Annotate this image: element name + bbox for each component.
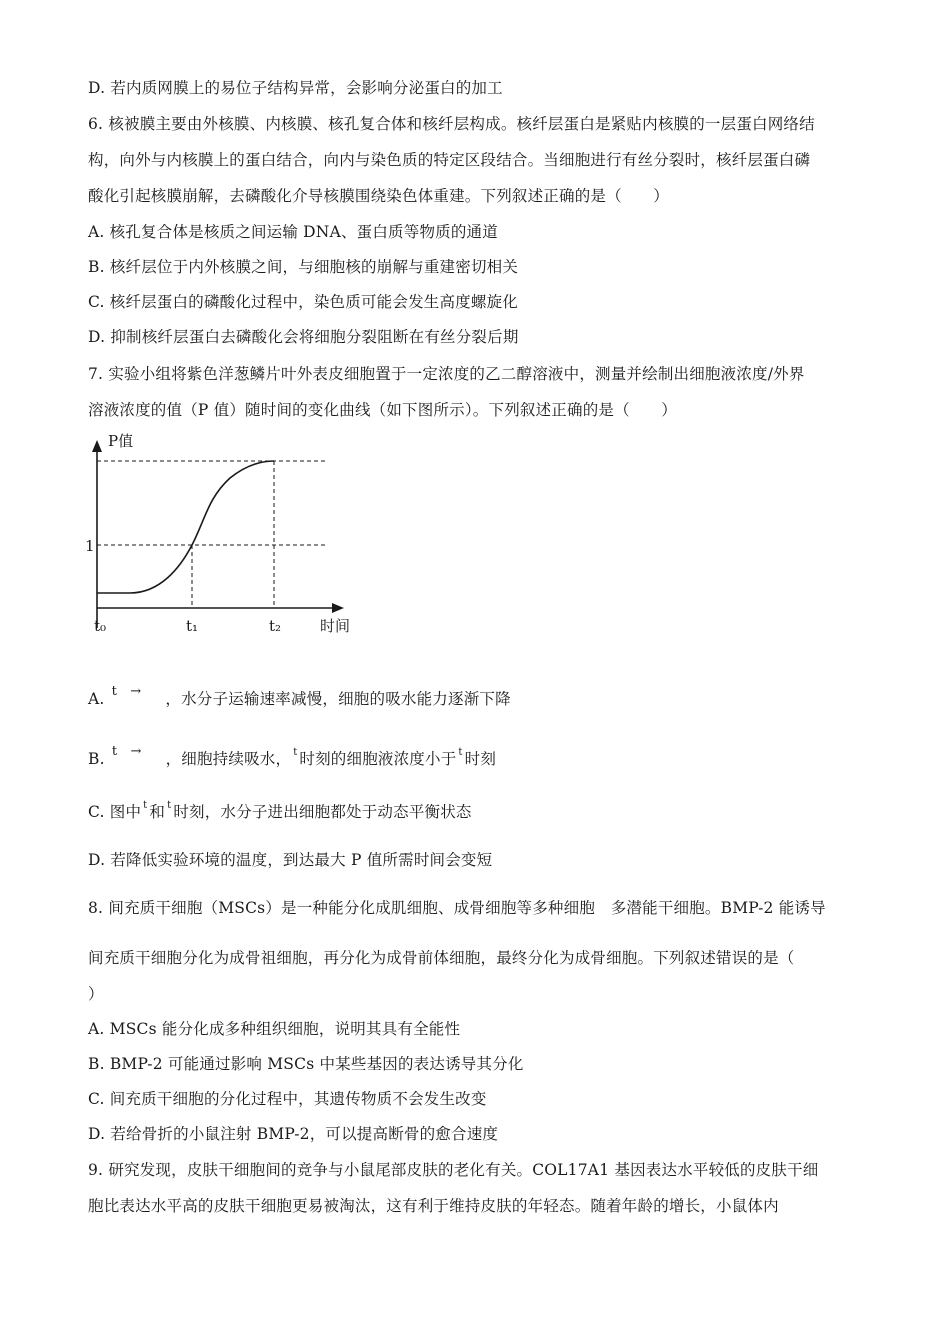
q6-stem-line-1: 6. 核被膜主要由外核膜、内核膜、核孔复合体和核纤层构成。核纤层蛋白是紧贴内核膜的一层蛋白网络结 [88,115,815,133]
q6-stem-line-2: 构，向外与内核膜上的蛋白结合，向内与染色质的特定区段结合。当细胞进行有丝分裂时，核纤层蛋白磷 [88,151,811,169]
q7-option-a [88,680,511,709]
q8-stem-line-1: 8. 间充质干细胞（MSCs）是一种能分化成肌细胞、成骨细胞等多种细胞 多潜能干细胞。BMP-2 能诱导 [88,899,826,917]
q8-option-b: B. BMP-2 可能通过影响 MSCs 中某些基因的表达诱导其分化 [88,1055,524,1073]
x-axis-arrow [332,603,344,613]
q6-option-b: B. 核纤层位于内外核膜之间，与细胞核的崩解与重建密切相关 [88,258,519,276]
q7-stem-line-1: 7. 实验小组将紫色洋葱鳞片叶外表皮细胞置于一定浓度的乙二醇溶液中，测量并绘制出细胞液浓度/外界 [88,365,805,383]
q7-option-c-t1: t [143,800,148,811]
q7-option-b-text-1: ，细胞持续吸水， [165,750,292,768]
q8-stem-line-2: 间充质干细胞分化为成骨祖细胞，再分化为成骨前体细胞，最终分化为成骨细胞。下列叙述错误的是（ [88,949,795,967]
p-value-curve [97,461,274,593]
q7-option-a-prefix: A. [88,690,105,708]
q5-option-d: D. 若内质网膜上的易位子结构异常，会影响分泌蛋白的加工 [88,79,503,97]
y-tick-1: 1 [85,537,95,555]
q7-stem-line-2: 溶液浓度的值（P 值）随时间的变化曲线（如下图所示）。下列叙述正确的是（ ） [88,401,677,419]
q7-option-b-text-2: 时刻的细胞液浓度小于 [299,750,457,768]
q6-option-a: A. 核孔复合体是核质之间运输 DNA、蛋白质等物质的通道 [88,223,498,241]
q7-option-c-and: 和 [149,803,166,821]
q7-option-b [88,740,496,769]
q6-option-c: C. 核纤层蛋白的磷酸化过程中，染色质可能会发生高度螺旋化 [88,293,518,311]
t2-label: t₂ [269,617,282,635]
q7-option-b-t1: t [293,747,298,758]
q6-stem-line-3: 酸化引起核膜崩解，去磷酸化介导核膜围绕染色体重建。下列叙述正确的是（ ） [88,187,669,205]
q9-stem-line-1: 9. 研究发现，皮肤干细胞间的竞争与小鼠尾部皮肤的老化有关。COL17A1 基因表达水平较低的皮肤干细 [88,1161,819,1179]
q9-stem-line-2: 胞比表达水平高的皮肤干细胞更易被淘汰，这有利于维持皮肤的年轻态。随着年龄的增长，小鼠体内 [88,1197,779,1215]
q8-stem-line-3: ） [88,985,104,1003]
p-value-graph [80,428,370,646]
q7-option-d: D. 若降低实验环境的温度，到达最大 P 值所需时间会变短 [88,851,493,869]
y-axis-label: P值 [108,432,134,450]
q7-option-c [88,800,472,822]
y-axis-arrow [92,440,102,452]
q7-option-c-prefix: C. 图中 [88,803,142,821]
q8-option-d: D. 若给骨折的小鼠注射 BMP-2，可以提高断骨的愈合速度 [88,1125,499,1143]
q8-option-a: A. MSCs 能分化成多种组织细胞，说明其具有全能性 [88,1020,461,1038]
q7-option-a-text: ，水分子运输速率减慢，细胞的吸水能力逐渐下降 [165,690,511,708]
q7-option-c-text: 时刻，水分子进出细胞都处于动态平衡状态 [173,803,472,821]
q7-option-b-prefix: B. [88,750,105,768]
q7-option-b-t2: t [458,747,463,758]
q7-option-c-t2: t [167,800,172,811]
q7-option-a-symbol: t → [111,684,142,699]
q8-option-c: C. 间充质干细胞的分化过程中，其遗传物质不会发生改变 [88,1090,487,1108]
q7-option-b-text-3: 时刻 [464,750,497,768]
t0-label: t₀ [94,617,107,635]
q7-option-b-symbol: t → [111,744,142,759]
p-value-graph-svg [80,428,370,646]
x-axis-label: 时间 [320,617,351,635]
t1-label: t₁ [186,617,199,635]
q6-option-d: D. 抑制核纤层蛋白去磷酸化会将细胞分裂阻断在有丝分裂后期 [88,328,519,346]
